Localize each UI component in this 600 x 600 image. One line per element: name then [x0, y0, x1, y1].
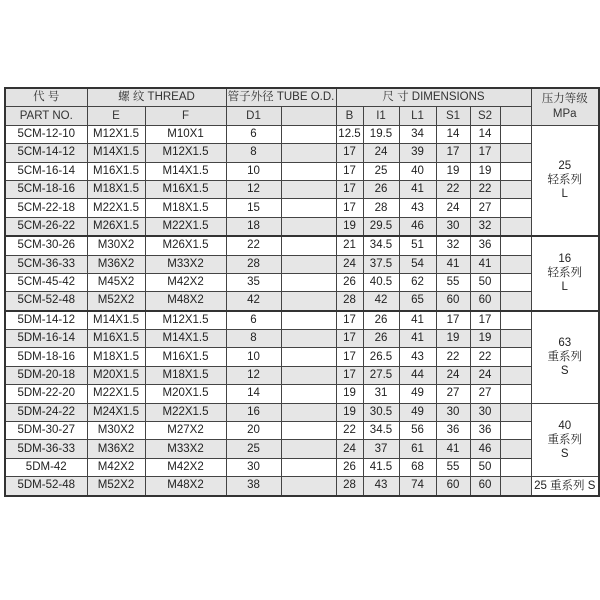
- blank-cell: [500, 348, 531, 366]
- blank-cell: [500, 236, 531, 255]
- blank-cell: [500, 458, 531, 476]
- cell-d1: 38: [226, 477, 281, 496]
- table-row: [5, 162, 599, 180]
- cell-i1: 26.5: [363, 348, 399, 366]
- cell-f: M12X1.5: [145, 144, 226, 162]
- blank-cell: [500, 422, 531, 440]
- cell-part: 5CM-14-12: [5, 144, 87, 162]
- cell-b: 22: [336, 422, 363, 440]
- cell-e: M42X2: [87, 458, 145, 476]
- cell-b: 17: [336, 199, 363, 217]
- cell-i1: 27.5: [363, 366, 399, 384]
- cell-s1: 22: [436, 348, 470, 366]
- cell-f: M20X1.5: [145, 385, 226, 403]
- cell-e: M18X1.5: [87, 180, 145, 198]
- cell-e: M24X1.5: [87, 403, 145, 421]
- cell-e: M52X2: [87, 292, 145, 311]
- blank-cell: [281, 422, 336, 440]
- blank-cell: [500, 311, 531, 330]
- cell-s1: 60: [436, 477, 470, 496]
- blank-cell: [281, 217, 336, 236]
- blank-cell: [281, 458, 336, 476]
- cell-b: 19: [336, 217, 363, 236]
- cell-l1: 43: [399, 199, 436, 217]
- blank-cell: [281, 125, 336, 143]
- cell-l1: 61: [399, 440, 436, 458]
- cell-d1: 10: [226, 348, 281, 366]
- blank-header: [500, 107, 531, 125]
- cell-b: 24: [336, 255, 363, 273]
- cell-s1: 27: [436, 385, 470, 403]
- cell-i1: 19.5: [363, 125, 399, 143]
- cell-f: M48X2: [145, 477, 226, 496]
- blank-cell: [281, 199, 336, 217]
- table-row: [5, 144, 599, 162]
- blank-cell: [500, 477, 531, 496]
- cell-f: M16X1.5: [145, 180, 226, 198]
- blank-cell: [281, 273, 336, 291]
- cell-b: 19: [336, 403, 363, 421]
- part-no-header: PART NO.: [5, 107, 87, 125]
- table-row: [5, 199, 599, 217]
- cell-e: M22X1.5: [87, 199, 145, 217]
- cell-e: M36X2: [87, 255, 145, 273]
- cell-i1: 26: [363, 180, 399, 198]
- cell-b: 12.5: [336, 125, 363, 143]
- blank-cell: [281, 348, 336, 366]
- table-row: [5, 311, 599, 330]
- cell-b: 19: [336, 385, 363, 403]
- cell-f: M42X2: [145, 273, 226, 291]
- cell-i1: 31: [363, 385, 399, 403]
- cell-s1: 19: [436, 330, 470, 348]
- cell-l1: 41: [399, 311, 436, 330]
- tube-od-header: 管子外径 TUBE O.D.: [226, 88, 336, 107]
- cell-s1: 24: [436, 199, 470, 217]
- cell-b: 24: [336, 440, 363, 458]
- cell-i1: 37: [363, 440, 399, 458]
- cell-l1: 41: [399, 180, 436, 198]
- cell-s1: 55: [436, 458, 470, 476]
- cell-l1: 40: [399, 162, 436, 180]
- cell-f: M22X1.5: [145, 403, 226, 421]
- cell-f: M42X2: [145, 458, 226, 476]
- cell-s1: 14: [436, 125, 470, 143]
- cell-e: M16X1.5: [87, 162, 145, 180]
- blank-cell: [500, 385, 531, 403]
- cell-part: 5DM-30-27: [5, 422, 87, 440]
- table-row: [5, 273, 599, 291]
- cell-d1: 28: [226, 255, 281, 273]
- blank-cell: [281, 162, 336, 180]
- cell-part: 5CM-26-22: [5, 217, 87, 236]
- cell-s1: 17: [436, 311, 470, 330]
- cell-s2: 14: [470, 125, 500, 143]
- specification-table: [4, 87, 600, 497]
- cell-s2: 22: [470, 348, 500, 366]
- cell-s2: 32: [470, 217, 500, 236]
- cell-l1: 49: [399, 385, 436, 403]
- blank-cell: [500, 330, 531, 348]
- cell-s2: 19: [470, 162, 500, 180]
- cell-e: M45X2: [87, 273, 145, 291]
- pressure-group-code: S: [560, 447, 569, 460]
- cell-l1: 41: [399, 330, 436, 348]
- cell-l1: 68: [399, 458, 436, 476]
- cell-part: 5CM-52-48: [5, 292, 87, 311]
- cell-b: 17: [336, 311, 363, 330]
- cell-s1: 41: [436, 440, 470, 458]
- cell-d1: 12: [226, 366, 281, 384]
- cell-b: 26: [336, 458, 363, 476]
- table-row: [5, 348, 599, 366]
- pressure-group-value: 25: [558, 160, 572, 173]
- pressure-group-cell: [531, 311, 599, 403]
- cell-i1: 26: [363, 330, 399, 348]
- table-row: [5, 125, 599, 143]
- cell-b: 21: [336, 236, 363, 255]
- blank-cell: [281, 366, 336, 384]
- cell-s2: 46: [470, 440, 500, 458]
- cell-s1: 36: [436, 422, 470, 440]
- cell-d1: 18: [226, 217, 281, 236]
- table-row: [5, 385, 599, 403]
- blank-cell: [500, 162, 531, 180]
- cell-f: M26X1.5: [145, 236, 226, 255]
- cell-d1: 15: [226, 199, 281, 217]
- cell-l1: 44: [399, 366, 436, 384]
- blank-cell: [500, 366, 531, 384]
- d1-header: D1: [226, 107, 281, 125]
- pressure-group-code: S: [560, 365, 569, 378]
- cell-b: 17: [336, 162, 363, 180]
- cell-part: 5DM-24-22: [5, 403, 87, 421]
- cell-i1: 37.5: [363, 255, 399, 273]
- cell-f: M16X1.5: [145, 348, 226, 366]
- pressure-unit-label: MPa: [552, 107, 577, 120]
- cell-f: M10X1: [145, 125, 226, 143]
- s2-header: S2: [470, 107, 500, 125]
- blank-cell: [500, 125, 531, 143]
- cell-b: 28: [336, 477, 363, 496]
- table-row: [5, 440, 599, 458]
- cell-i1: 34.5: [363, 422, 399, 440]
- l1-header: L1: [399, 107, 436, 125]
- cell-b: 17: [336, 348, 363, 366]
- blank-cell: [281, 385, 336, 403]
- cell-d1: 12: [226, 180, 281, 198]
- table-row: [5, 292, 599, 311]
- cell-part: 5CM-36-33: [5, 255, 87, 273]
- cell-s2: 30: [470, 403, 500, 421]
- cell-s2: 41: [470, 255, 500, 273]
- cell-s2: 60: [470, 477, 500, 496]
- cell-s2: 50: [470, 273, 500, 291]
- cell-f: M27X2: [145, 422, 226, 440]
- cell-f: M18X1.5: [145, 366, 226, 384]
- cell-l1: 39: [399, 144, 436, 162]
- cell-l1: 43: [399, 348, 436, 366]
- blank-cell: [500, 144, 531, 162]
- blank-cell: [281, 403, 336, 421]
- cell-l1: 46: [399, 217, 436, 236]
- cell-b: 17: [336, 144, 363, 162]
- cell-f: M48X2: [145, 292, 226, 311]
- table-row: [5, 366, 599, 384]
- cell-s1: 22: [436, 180, 470, 198]
- blank-cell: [500, 403, 531, 421]
- table-row: [5, 180, 599, 198]
- cell-part: 5CM-16-14: [5, 162, 87, 180]
- blank-cell: [281, 311, 336, 330]
- blank-cell: [500, 199, 531, 217]
- blank-cell: [281, 330, 336, 348]
- blank-cell: [500, 292, 531, 311]
- blank-cell: [281, 440, 336, 458]
- blank-cell: [500, 180, 531, 198]
- cell-part: 5DM-42: [5, 458, 87, 476]
- cell-s2: 50: [470, 458, 500, 476]
- cell-e: M30X2: [87, 236, 145, 255]
- cell-e: M18X1.5: [87, 348, 145, 366]
- cell-f: M14X1.5: [145, 330, 226, 348]
- cell-e: M16X1.5: [87, 330, 145, 348]
- b-header: B: [336, 107, 363, 125]
- cell-i1: 26: [363, 311, 399, 330]
- cell-b: 17: [336, 180, 363, 198]
- cell-l1: 34: [399, 125, 436, 143]
- pressure-group-value: 16: [558, 253, 572, 266]
- blank-cell: [281, 255, 336, 273]
- pressure-group-series: 重系列: [547, 433, 582, 446]
- blank-header: [281, 107, 336, 125]
- cell-i1: 41.5: [363, 458, 399, 476]
- cell-f: M14X1.5: [145, 162, 226, 180]
- cell-b: 17: [336, 330, 363, 348]
- cell-s2: 19: [470, 330, 500, 348]
- cell-f: M12X1.5: [145, 311, 226, 330]
- cell-f: M18X1.5: [145, 199, 226, 217]
- cell-b: 17: [336, 366, 363, 384]
- pressure-group-value: 40: [558, 419, 572, 432]
- pressure-group-value: 63: [558, 337, 572, 350]
- thread-e-header: E: [87, 107, 145, 125]
- cell-e: M30X2: [87, 422, 145, 440]
- blank-cell: [281, 292, 336, 311]
- cell-part: 5DM-14-12: [5, 311, 87, 330]
- cell-s1: 32: [436, 236, 470, 255]
- cell-s2: 17: [470, 311, 500, 330]
- cell-s1: 30: [436, 403, 470, 421]
- cell-b: 28: [336, 292, 363, 311]
- cell-d1: 25: [226, 440, 281, 458]
- pressure-group-cell: [531, 477, 599, 496]
- cell-d1: 22: [226, 236, 281, 255]
- cell-d1: 20: [226, 422, 281, 440]
- cell-d1: 10: [226, 162, 281, 180]
- cell-part: 5CM-30-26: [5, 236, 87, 255]
- cell-s2: 24: [470, 366, 500, 384]
- cell-f: M33X2: [145, 255, 226, 273]
- cell-i1: 34.5: [363, 236, 399, 255]
- cell-d1: 42: [226, 292, 281, 311]
- blank-cell: [500, 217, 531, 236]
- cell-s2: 36: [470, 422, 500, 440]
- cell-s1: 24: [436, 366, 470, 384]
- cell-i1: 28: [363, 199, 399, 217]
- cell-s2: 60: [470, 292, 500, 311]
- pressure-group-label: 25 重系列 S: [534, 479, 596, 492]
- cell-l1: 62: [399, 273, 436, 291]
- cell-l1: 49: [399, 403, 436, 421]
- cell-l1: 74: [399, 477, 436, 496]
- cell-e: M20X1.5: [87, 366, 145, 384]
- cell-part: 5DM-36-33: [5, 440, 87, 458]
- cell-l1: 56: [399, 422, 436, 440]
- blank-cell: [500, 440, 531, 458]
- cell-part: 5CM-45-42: [5, 273, 87, 291]
- cell-d1: 8: [226, 330, 281, 348]
- pressure-cn-label: 压力等级: [541, 92, 588, 105]
- cell-e: M14X1.5: [87, 311, 145, 330]
- pressure-group-series: 轻系列: [547, 267, 582, 280]
- pressure-group-series: 轻系列: [547, 174, 582, 187]
- pressure-group-cell: [531, 236, 599, 311]
- table-row: [5, 403, 599, 421]
- table-row: [5, 477, 599, 496]
- cell-s1: 30: [436, 217, 470, 236]
- header-row-2: [5, 107, 599, 125]
- cell-i1: 43: [363, 477, 399, 496]
- dimensions-header: 尺 寸 DIMENSIONS: [336, 88, 531, 107]
- cell-i1: 30.5: [363, 403, 399, 421]
- pressure-group-code: L: [561, 188, 568, 201]
- cell-part: 5CM-22-18: [5, 199, 87, 217]
- part-no-cn-header: 代 号: [5, 88, 87, 107]
- cell-part: 5CM-12-10: [5, 125, 87, 143]
- cell-e: M12X1.5: [87, 125, 145, 143]
- header-row-1: [5, 88, 599, 107]
- blank-cell: [500, 255, 531, 273]
- table-row: [5, 422, 599, 440]
- cell-e: M36X2: [87, 440, 145, 458]
- cell-l1: 54: [399, 255, 436, 273]
- cell-f: M22X1.5: [145, 217, 226, 236]
- table-row: [5, 330, 599, 348]
- cell-d1: 6: [226, 311, 281, 330]
- blank-cell: [281, 180, 336, 198]
- cell-part: 5DM-16-14: [5, 330, 87, 348]
- cell-s1: 19: [436, 162, 470, 180]
- thread-f-header: F: [145, 107, 226, 125]
- cell-part: 5DM-18-16: [5, 348, 87, 366]
- blank-cell: [281, 477, 336, 496]
- cell-i1: 40.5: [363, 273, 399, 291]
- i1-header: I1: [363, 107, 399, 125]
- cell-d1: 14: [226, 385, 281, 403]
- cell-d1: 30: [226, 458, 281, 476]
- cell-part: 5CM-18-16: [5, 180, 87, 198]
- blank-cell: [500, 273, 531, 291]
- cell-part: 5DM-22-20: [5, 385, 87, 403]
- table-row: [5, 217, 599, 236]
- cell-s1: 17: [436, 144, 470, 162]
- cell-s2: 36: [470, 236, 500, 255]
- pressure-group-cell: [531, 125, 599, 236]
- pressure-group-series: 重系列: [547, 351, 582, 364]
- pressure-header: [531, 88, 599, 125]
- cell-s2: 27: [470, 199, 500, 217]
- table-row: [5, 255, 599, 273]
- cell-f: M33X2: [145, 440, 226, 458]
- blank-cell: [281, 236, 336, 255]
- cell-s1: 41: [436, 255, 470, 273]
- pressure-group-cell: [531, 403, 599, 477]
- table-row: [5, 458, 599, 476]
- cell-s2: 17: [470, 144, 500, 162]
- cell-s2: 22: [470, 180, 500, 198]
- pressure-group-code: L: [561, 281, 568, 294]
- cell-d1: 35: [226, 273, 281, 291]
- cell-part: 5DM-20-18: [5, 366, 87, 384]
- cell-part: 5DM-52-48: [5, 477, 87, 496]
- cell-s2: 27: [470, 385, 500, 403]
- cell-l1: 65: [399, 292, 436, 311]
- table-row: [5, 236, 599, 255]
- thread-header: 螺 纹 THREAD: [87, 88, 226, 107]
- cell-l1: 51: [399, 236, 436, 255]
- cell-s1: 60: [436, 292, 470, 311]
- cell-i1: 24: [363, 144, 399, 162]
- cell-i1: 29.5: [363, 217, 399, 236]
- cell-d1: 6: [226, 125, 281, 143]
- cell-e: M26X1.5: [87, 217, 145, 236]
- cell-i1: 42: [363, 292, 399, 311]
- cell-e: M22X1.5: [87, 385, 145, 403]
- s1-header: S1: [436, 107, 470, 125]
- cell-d1: 8: [226, 144, 281, 162]
- cell-e: M52X2: [87, 477, 145, 496]
- cell-d1: 16: [226, 403, 281, 421]
- cell-b: 26: [336, 273, 363, 291]
- cell-e: M14X1.5: [87, 144, 145, 162]
- blank-cell: [281, 144, 336, 162]
- cell-i1: 25: [363, 162, 399, 180]
- cell-s1: 55: [436, 273, 470, 291]
